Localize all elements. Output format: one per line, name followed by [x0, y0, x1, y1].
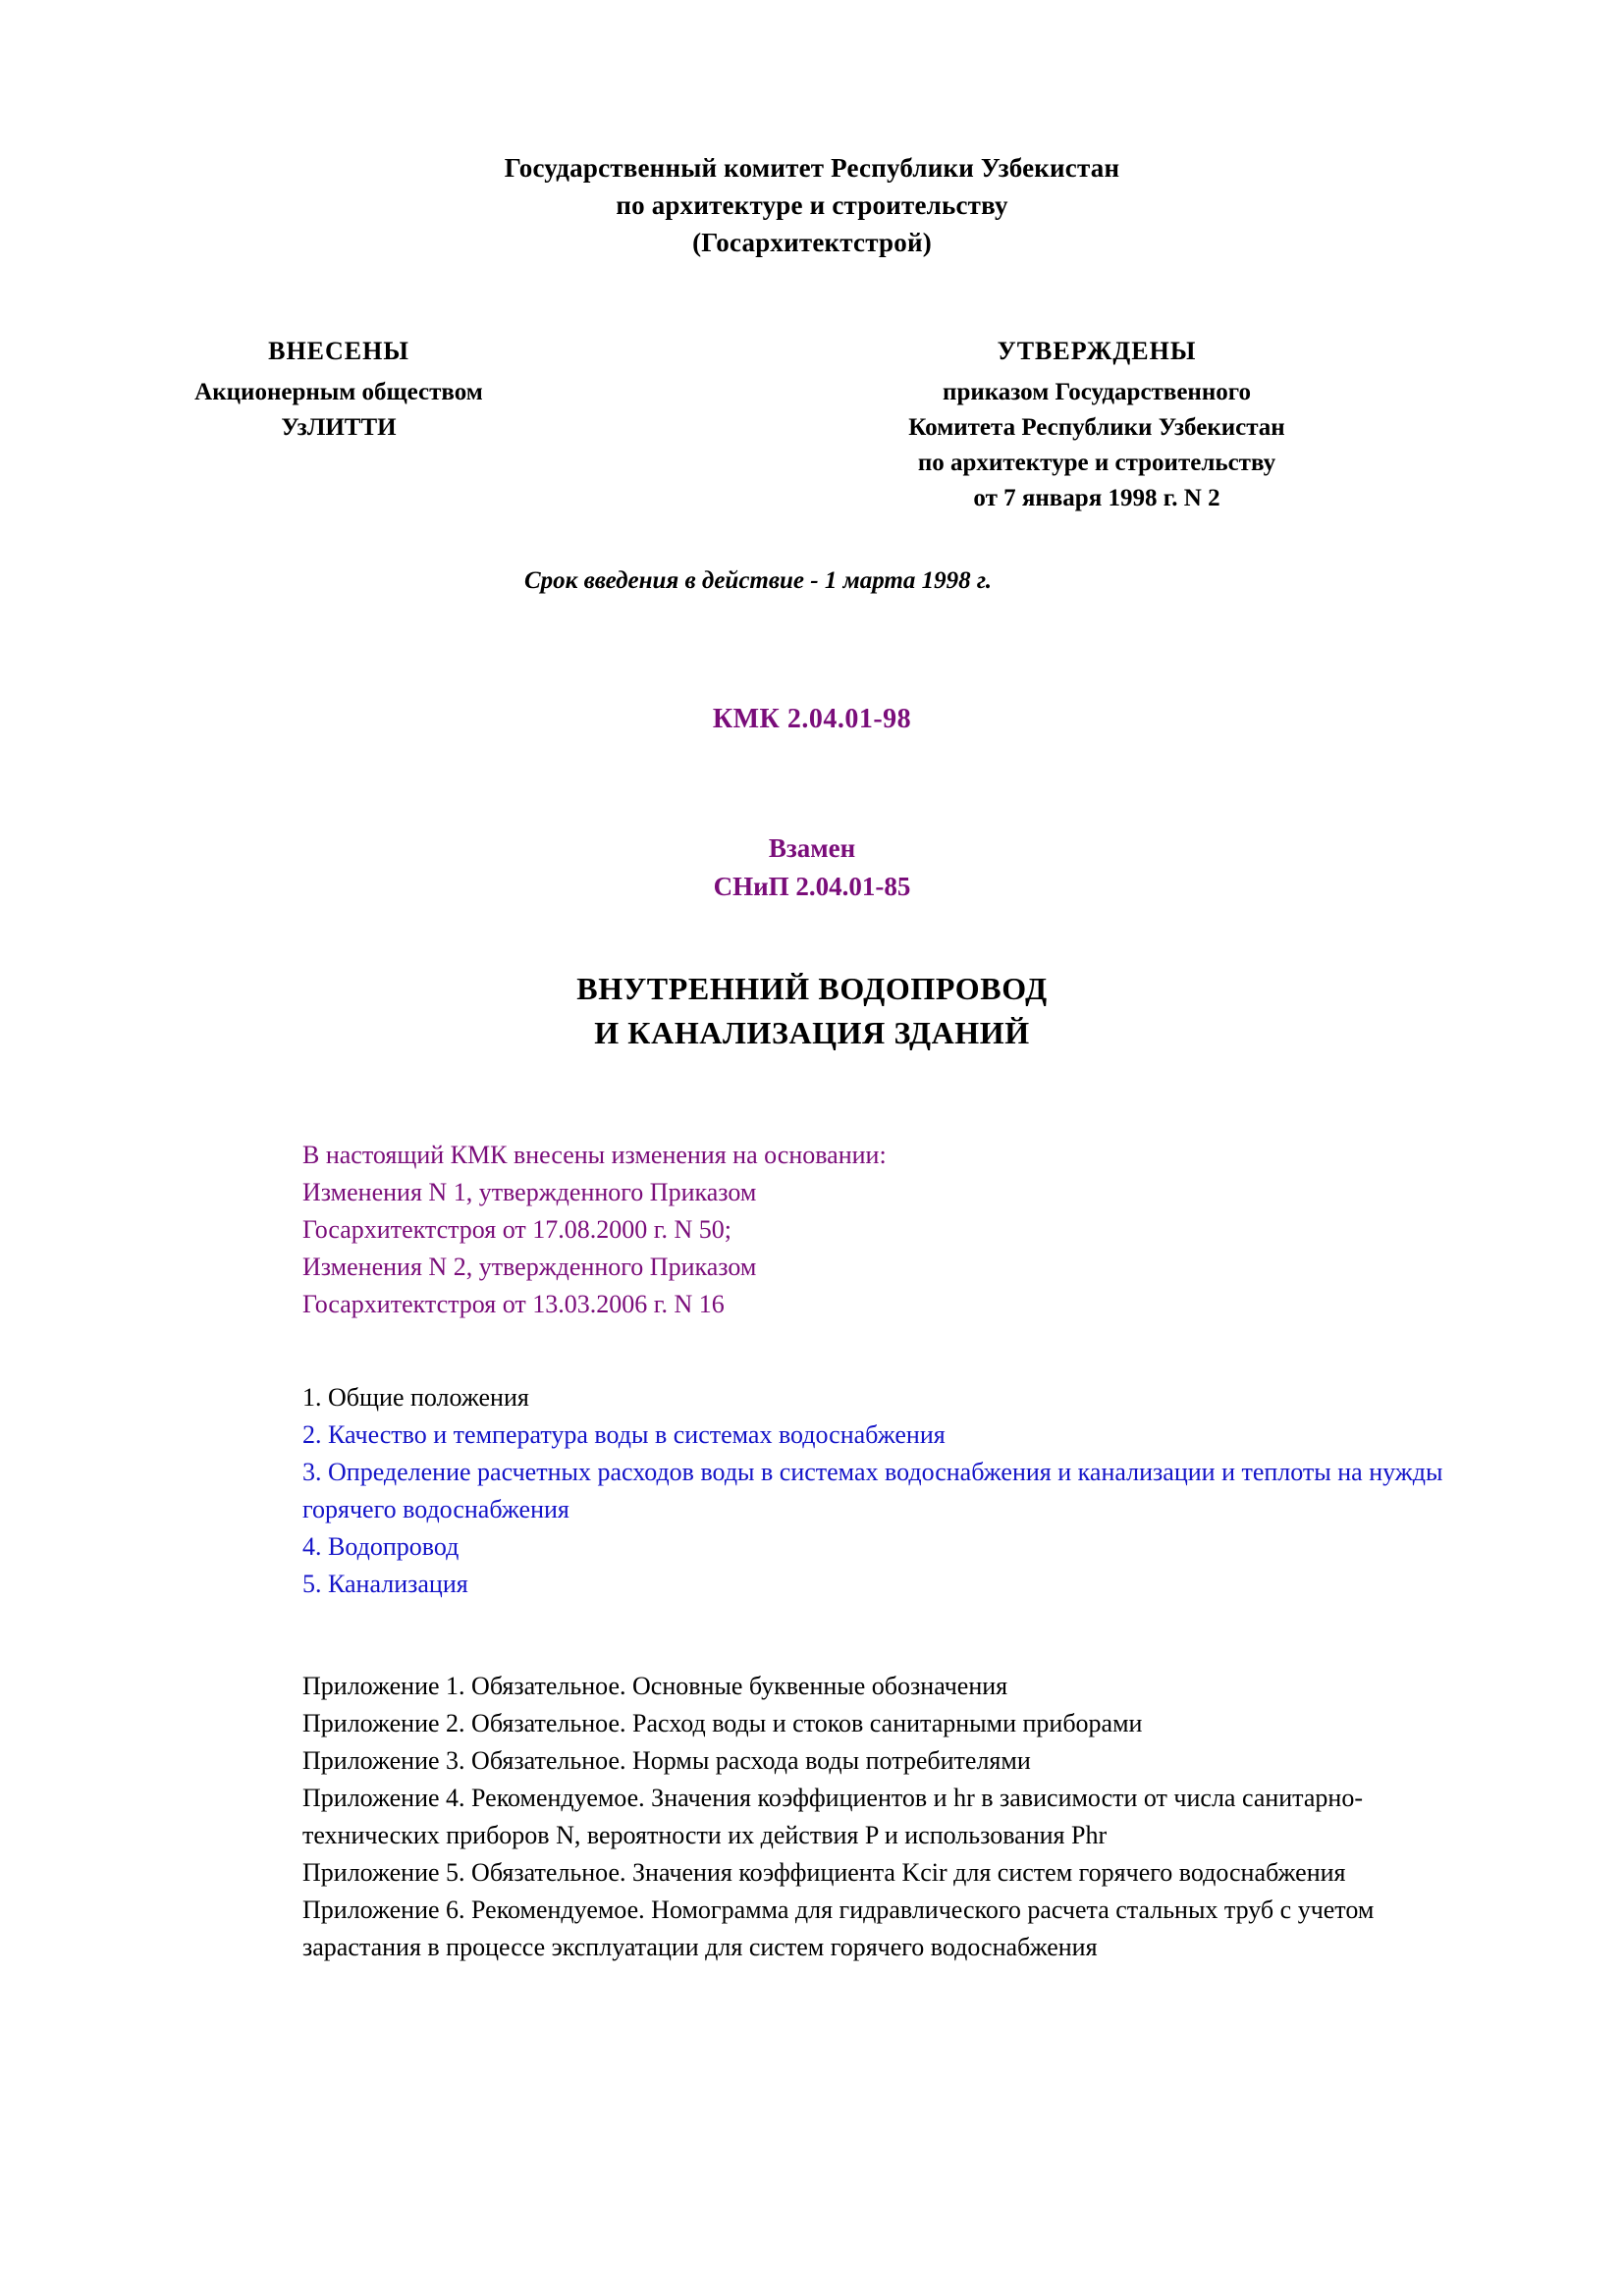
amendment-line-1: Изменения N 1, утвержденного Приказом [302, 1178, 757, 1206]
approved-by-line-1: приказом Государственного [943, 379, 1251, 405]
replaces-block [0, 829, 1624, 906]
org-header-line-3: (Госархитектстрой) [692, 228, 932, 257]
toc-item-1: 1. Общие положения [302, 1383, 529, 1412]
org-header-line-1: Государственный комитет Республики Узбекистан [504, 153, 1120, 183]
amendment-line-4: Госархитектстроя от 13.03.2006 г. N 16 [302, 1290, 725, 1318]
amendment-line-2: Госархитектстроя от 17.08.2000 г. N 50; [302, 1215, 732, 1244]
toc-item-3[interactable]: 3. Определение расчетных расходов воды в системах водоснабжения и канализации и теплоты на нужды горячего водоснабжения [302, 1458, 1443, 1523]
appendix-item-5: Приложение 5. Обязательное. Значения коэффициента Kcir для систем горячего водоснабжения [302, 1858, 1346, 1887]
appendix-item-2: Приложение 2. Обязательное. Расход воды и стоков санитарными приборами [302, 1709, 1143, 1737]
replaces-label: Взамен [768, 833, 856, 863]
approved-by-column [677, 334, 1624, 516]
toc-item-4[interactable]: 4. Водопровод [302, 1532, 460, 1561]
toc-item-2[interactable]: 2. Качество и температура воды в системах водоснабжения [302, 1420, 946, 1449]
appendices-list [302, 1668, 1471, 1966]
page-title-line-1: ВНУТРЕННИЙ ВОДОПРОВОД [576, 971, 1048, 1006]
submitted-by-line-2: УзЛИТТИ [281, 414, 397, 441]
page-title [0, 967, 1624, 1055]
approved-by-line-4: от 7 января 1998 г. N 2 [973, 485, 1220, 511]
amendments-intro: В настоящий КМК внесены изменения на основании: [302, 1141, 887, 1169]
approved-by-line-3: по архитектуре и строительству [917, 450, 1276, 476]
page-title-line-2: И КАНАЛИЗАЦИЯ ЗДАНИЙ [594, 1015, 1030, 1050]
approved-by-line-2: Комитета Республики Узбекистан [908, 414, 1285, 441]
organization-header [0, 149, 1624, 261]
table-of-contents [302, 1379, 1451, 1603]
submitted-by-line-1: Акционерным обществом [194, 379, 483, 405]
amendments-note [302, 1137, 1451, 1323]
approval-block [0, 334, 1624, 516]
effective-date: Срок введения в действие - 1 марта 1998 г. [523, 567, 992, 594]
appendix-item-6: Приложение 6. Рекомендуемое. Номограмма для гидравлического расчета стальных труб с учетом зарастания в процессе эксплуатации для систем горячего водоснабжения [302, 1896, 1375, 1961]
submitted-by-column [0, 334, 677, 446]
replaces-code: СНиП 2.04.01-85 [713, 872, 911, 901]
appendix-item-4: Приложение 4. Рекомендуемое. Значения коэффициентов и hr в зависимости от числа санитарно-технических приборов N, вероятности их действия P и использования Phr [302, 1784, 1363, 1849]
org-header-line-2: по архитектуре и строительству [616, 190, 1008, 220]
appendix-item-3: Приложение 3. Обязательное. Нормы расхода воды потребителями [302, 1746, 1031, 1775]
appendix-item-1: Приложение 1. Обязательное. Основные буквенные обозначения [302, 1672, 1008, 1700]
toc-item-5[interactable]: 5. Канализация [302, 1570, 468, 1598]
standard-code: КМК 2.04.01-98 [712, 704, 912, 734]
amendment-line-3: Изменения N 2, утвержденного Приказом [302, 1253, 757, 1281]
approved-by-heading: УТВЕРЖДЕНЫ [997, 337, 1197, 365]
submitted-by-heading: ВНЕСЕНЫ [268, 337, 409, 365]
